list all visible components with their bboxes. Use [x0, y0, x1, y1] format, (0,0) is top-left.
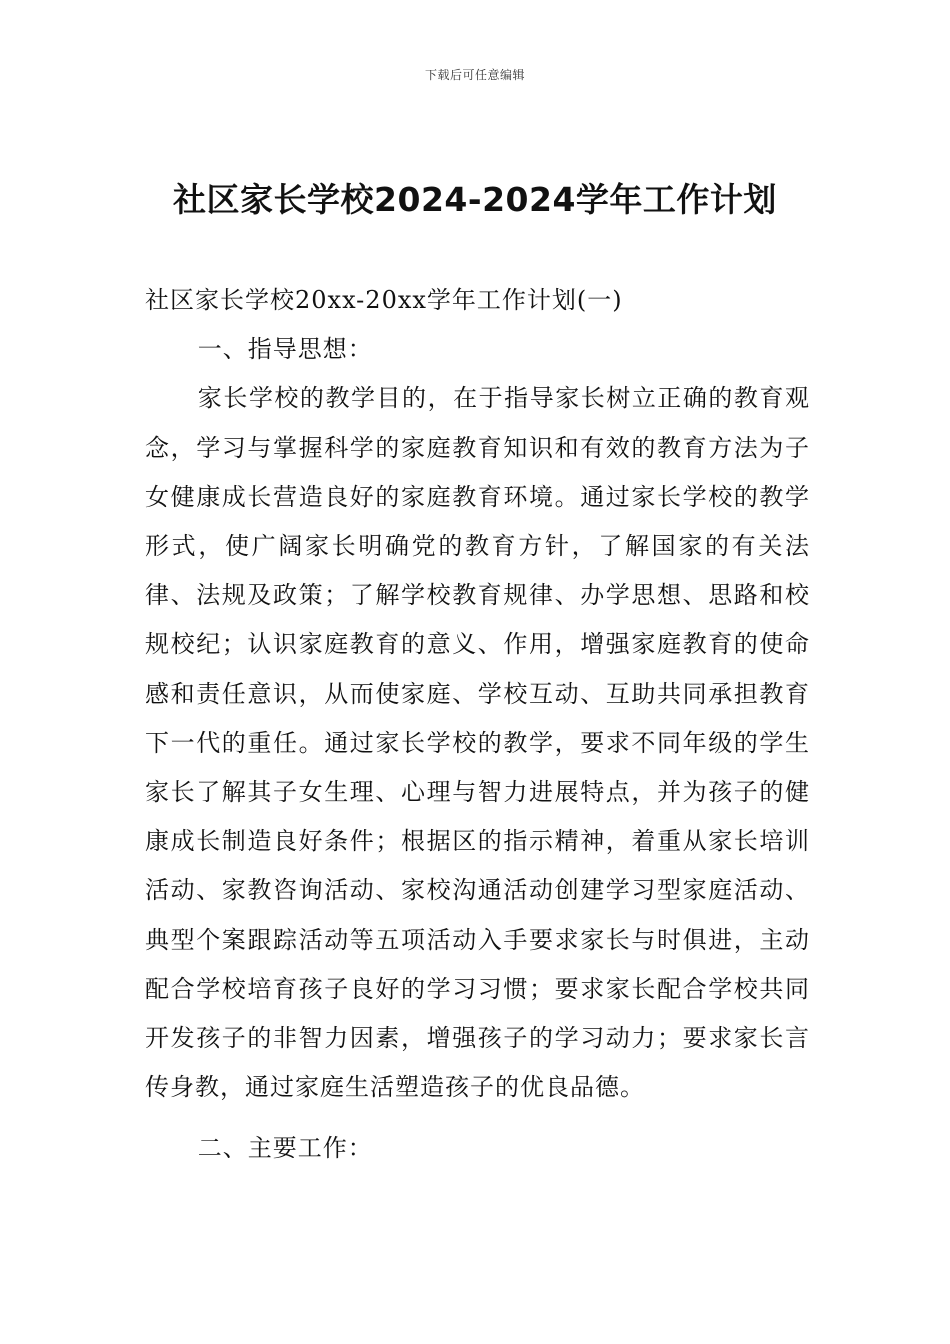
section-heading-main-work: 二、主要工作： [197, 1134, 373, 1163]
header-note: 下载后可任意编辑 [424, 68, 525, 82]
document-subtitle: 社区家长学校20xx-20xx学年工作计划(一) [145, 286, 623, 314]
document-body [145, 276, 810, 1174]
document-title: 社区家长学校2024-2024学年工作计划 [173, 180, 777, 219]
section-heading-guiding-ideology: 一、指导思想： [197, 335, 373, 364]
section-body-guiding-ideology: 家长学校的教学目的，在于指导家长树立正确的教育观念，学习与掌握科学的家庭教育知识和有效的教育方法为子女健康成长营造良好的家庭教育环境。通过家长学校的教学形式，使广阔家长明确党的教育方针，了解国家的有关法律、法规及政策；了解学校教育规律、办学思想、思路和校规校纪；认识家庭教育的意义、作用，增强家庭教育的使命感和责任意识，从而使家庭、学校互动、互助共同承担教育下一代的重任。通过家长学校的教学，要求不同年级的学生家长了解其子女生理、心理与智力进展特点，并为孩子的健康成长制造良好条件；根据区的指示精神，着重从家长培训活动、家教咨询活动、家校沟通活动创建学习型家庭活动、典型个案跟踪活动等五项活动入手要求家长与时俱进，主动配合学校培育孩子良好的学习习惯；要求家长配合学校共同开发孩子的非智力因素，增强孩子的学习动力；要求家长言传身教，通过家庭生活塑造孩子的优良品德。 [145, 384, 810, 1102]
